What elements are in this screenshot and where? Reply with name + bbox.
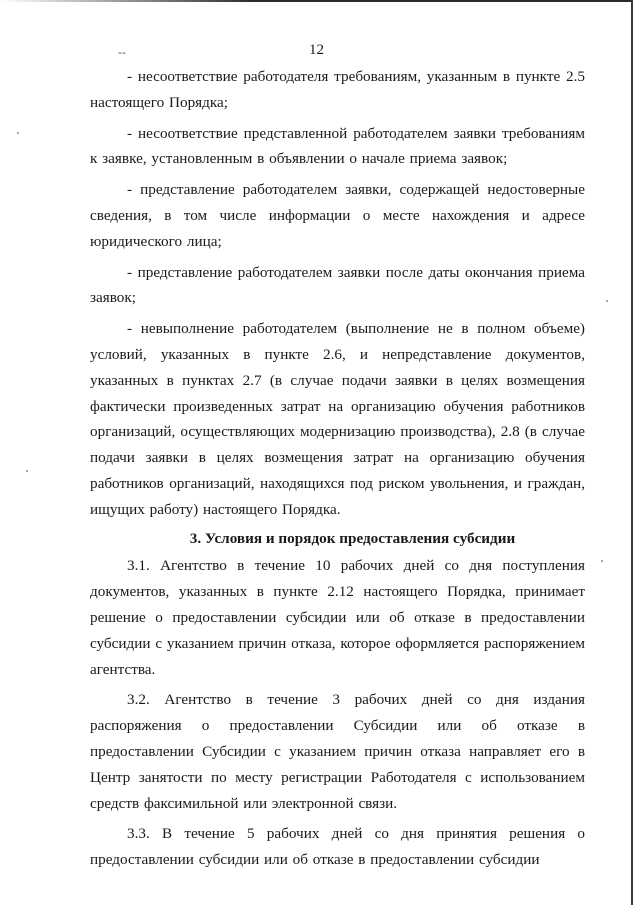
page-number: 12	[309, 42, 324, 58]
corner-mark: --	[118, 45, 126, 59]
clause-3-3: 3.3. В течение 5 рабочих дней со дня принятия решения о предоставлении субсидии или об отказе в предоставлении субсидии	[90, 825, 585, 869]
list-item-non-fulfillment: - невыполнение работодателем (выполнение не в полном объеме) условий, указанных в пункте 2.6, и непредставление документов, указанных в пунктах 2.7 (в случае подачи заявки в целях возмещения фактически произведенных затрат на организацию обучения работников организаций, осуществляющих модернизацию производства), 2.8 (в случае подачи заявки в целях возмещения затрат на организацию обучения работников организаций, находящихся под риском увольнения, и граждан, ищущих работу) настоящего Порядка.	[90, 320, 585, 518]
clause-3-2: 3.2. Агентство в течение 3 рабочих дней со дня издания распоряжения о предоставлении Субсидии или об отказе в предоставлении Субсидии с указанием причин отказа направляет его в Центр занятости по месту регистрации Работодателя с использованием средств факсимильной или электронной связи.	[90, 691, 585, 812]
scan-speck	[601, 560, 603, 562]
scan-speck	[26, 470, 28, 472]
scan-speck	[606, 300, 608, 302]
document-body	[90, 64, 585, 873]
scan-speck	[17, 132, 19, 134]
clause-3-1: 3.1. Агентство в течение 10 рабочих дней со дня поступления документов, указанных в пункте 2.12 настоящего Порядка, принимает решение о предоставлении субсидии или об отказе в предоставлении субсидии с указанием причин отказа, которое оформляется распоряжением агентства.	[90, 557, 585, 678]
list-item-false-information: - представление работодателем заявки, содержащей недостоверные сведения, в том числе информации о месте нахождения и адресе юридического лица;	[90, 181, 585, 250]
section-heading: 3. Условия и порядок предоставления субсидии	[189, 529, 516, 547]
list-item-requirements-mismatch: - несоответствие работодателя требованиям, указанным в пункте 2.5 настоящего Порядка;	[90, 68, 585, 111]
list-item-application-mismatch: - несоответствие представленной работодателем заявки требованиям к заявке, установленным в объявлении о начале приема заявок;	[90, 124, 585, 168]
scan-edge-top	[0, 0, 633, 2]
list-item-late-submission: - представление работодателем заявки после даты окончания приема заявок;	[90, 263, 585, 307]
